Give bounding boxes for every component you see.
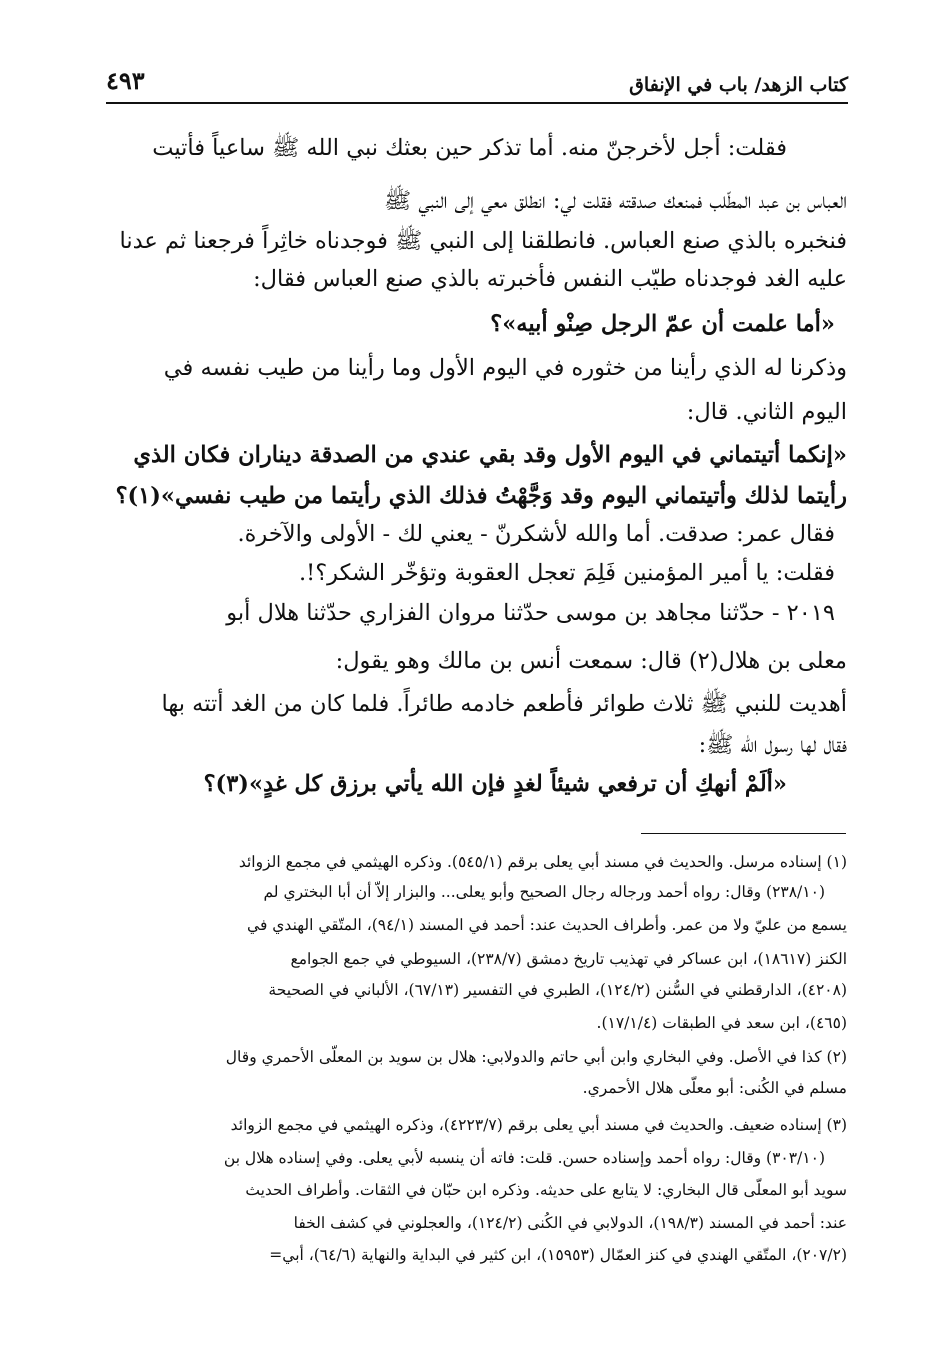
footnote-line: الكنز (١٨٦١٧)، ابن عساكر في تهذيب تاريخ دمشق (٢٣٨/٧)، السيوطي في جمع الجوامع: [290, 950, 847, 968]
chapter-title: كتاب الزهد/ باب في الإنفاق: [629, 74, 848, 96]
footnote-line: سويد أبو المعلّى قال البخاري: لا يتابع على حديثه. وذكره ابن حبّان في الثقات. وأطراف الحديث: [245, 1181, 847, 1199]
text-line: أهديت للنبي ﷺ ثلاث طوائر فأطعم خادمه طائراً. فلما كان من الغد أتته بها: [161, 691, 847, 717]
text-line: وذكرنا له الذي رأينا من خثوره في اليوم الأول وما رأينا من طيب نفسه في: [163, 355, 847, 381]
footnote-line: (٢٠٧/٢)، المتّقي الهندي في كنز العمّال (١٥٩٥٣)، ابن كثير في البداية والنهاية (٦٤/٦)، أبي=: [269, 1246, 847, 1264]
footnote-line: (٢٣٨/١٠) وقال: رواه أحمد ورجاله رجال الصحيح وأبو يعلى... والبزار إلاّ أن أبا البختري لم: [263, 883, 825, 901]
text-line: فنخبره بالذي صنع العباس. فانطلقنا إلى النبي ﷺ فوجدناه خاثِراً فرجعنا ثم عدنا: [119, 228, 847, 254]
text-line: فقلت: يا أمير المؤمنين فَلِمَ تعجل العقوبة وتؤخّر الشكر؟!.: [299, 560, 835, 586]
footnote-separator: [641, 833, 846, 834]
text-line: معلى بن هلال(٢) قال: سمعت أنس بن مالك وهو يقول:: [335, 648, 847, 674]
text-line: فقلت: أجل لأخرجنّ منه. أما تذكر حين بعثك نبي الله ﷺ ساعياً فأتيت: [152, 135, 787, 161]
footnote-line: مسلم في الكُنى: أبو معلّى هلال الأحمري.: [582, 1079, 847, 1097]
text-line: رأيتما لذلك وأتيتماني اليوم وقد وَجَّهْتُ فذلك الذي رأيتما من طيب نفسي»(١)؟: [115, 483, 847, 509]
text-line: «إنكما أتيتماني في اليوم الأول وقد بقي عندي من الصدقة ديناران فكان الذي: [133, 442, 847, 468]
footnote-line: (٣) إسناده ضعيف. والحديث في مسند أبي يعلى برقم (٤٢٢٣/٧)، وذكره الهيثمي في مجمع الزوائد: [230, 1116, 847, 1134]
footnote-line: عند: أحمد في المسند (١٩٨/٣)، الدولابي في الكُنى (١٢٤/٢)، والعجلوني في كشف الخفا: [293, 1214, 847, 1232]
footnote-line: (١) إسناده مرسل. والحديث في مسند أبي يعلى برقم (٥٤٥/١). وذكره الهيثمي في مجمع الزوائد: [238, 853, 847, 871]
footnote-line: (٣٠٣/١٠) وقال: رواه أحمد وإسناده حسن. قلت: فاته أن ينسبه لأبي يعلى. وفي إسناده هلال بن: [223, 1149, 825, 1167]
text-line: فقال لها رسول الله ﷺ:: [698, 732, 847, 758]
running-header: [106, 62, 848, 104]
text-line: «أما علمت أن عمّ الرجل صِنْو أبيه»؟: [490, 311, 835, 337]
text-line: العباس بن عبد المطّلب فمنعك صدقته فقلت لي: انطلق معي إلى النبي ﷺ: [384, 188, 847, 214]
footnote-line: (٤٦٥)، ابن سعد في الطبقات (١٧/١/٤).: [596, 1014, 847, 1032]
text-line: عليه الغد فوجدناه طيّب النفس فأخبرته بالذي صنع العباس فقال:: [253, 266, 847, 292]
footnote-line: يسمع من عليّ ولا من عمر. وأطراف الحديث عند: أحمد في المسند (٩٤/١)، المتّقي الهندي في: [247, 916, 847, 934]
footnote-line: (٢) كذا في الأصل. وفي البخاري وابن أبي حاتم والدولابي: هلال بن سويد بن المعلّى الأحمري وقال: [225, 1048, 847, 1066]
page-number: ٤٩٣: [106, 66, 145, 95]
text-line: «ألَمْ أنهكِ أن ترفعي شيئاً لغدٍ فإن الله يأتي برزق كل غدٍ»(٣)؟: [203, 771, 787, 797]
footnote-line: (٤٢٠٨)، الدارقطني في السُّنن (١٢٤/٢)، الطبري في التفسير (٦٧/١٣)، الألباني في الصحيحة: [268, 981, 847, 999]
text-line: ٢٠١٩ - حدّثنا مجاهد بن موسى حدّثنا مروان الفزاري حدّثنا هلال أبو: [226, 600, 835, 626]
text-line: فقال عمر: صدقت. أما والله لأشكرنّ - يعني لك - الأولى والآخرة.: [237, 521, 835, 547]
text-line: اليوم الثاني. قال:: [686, 399, 847, 425]
